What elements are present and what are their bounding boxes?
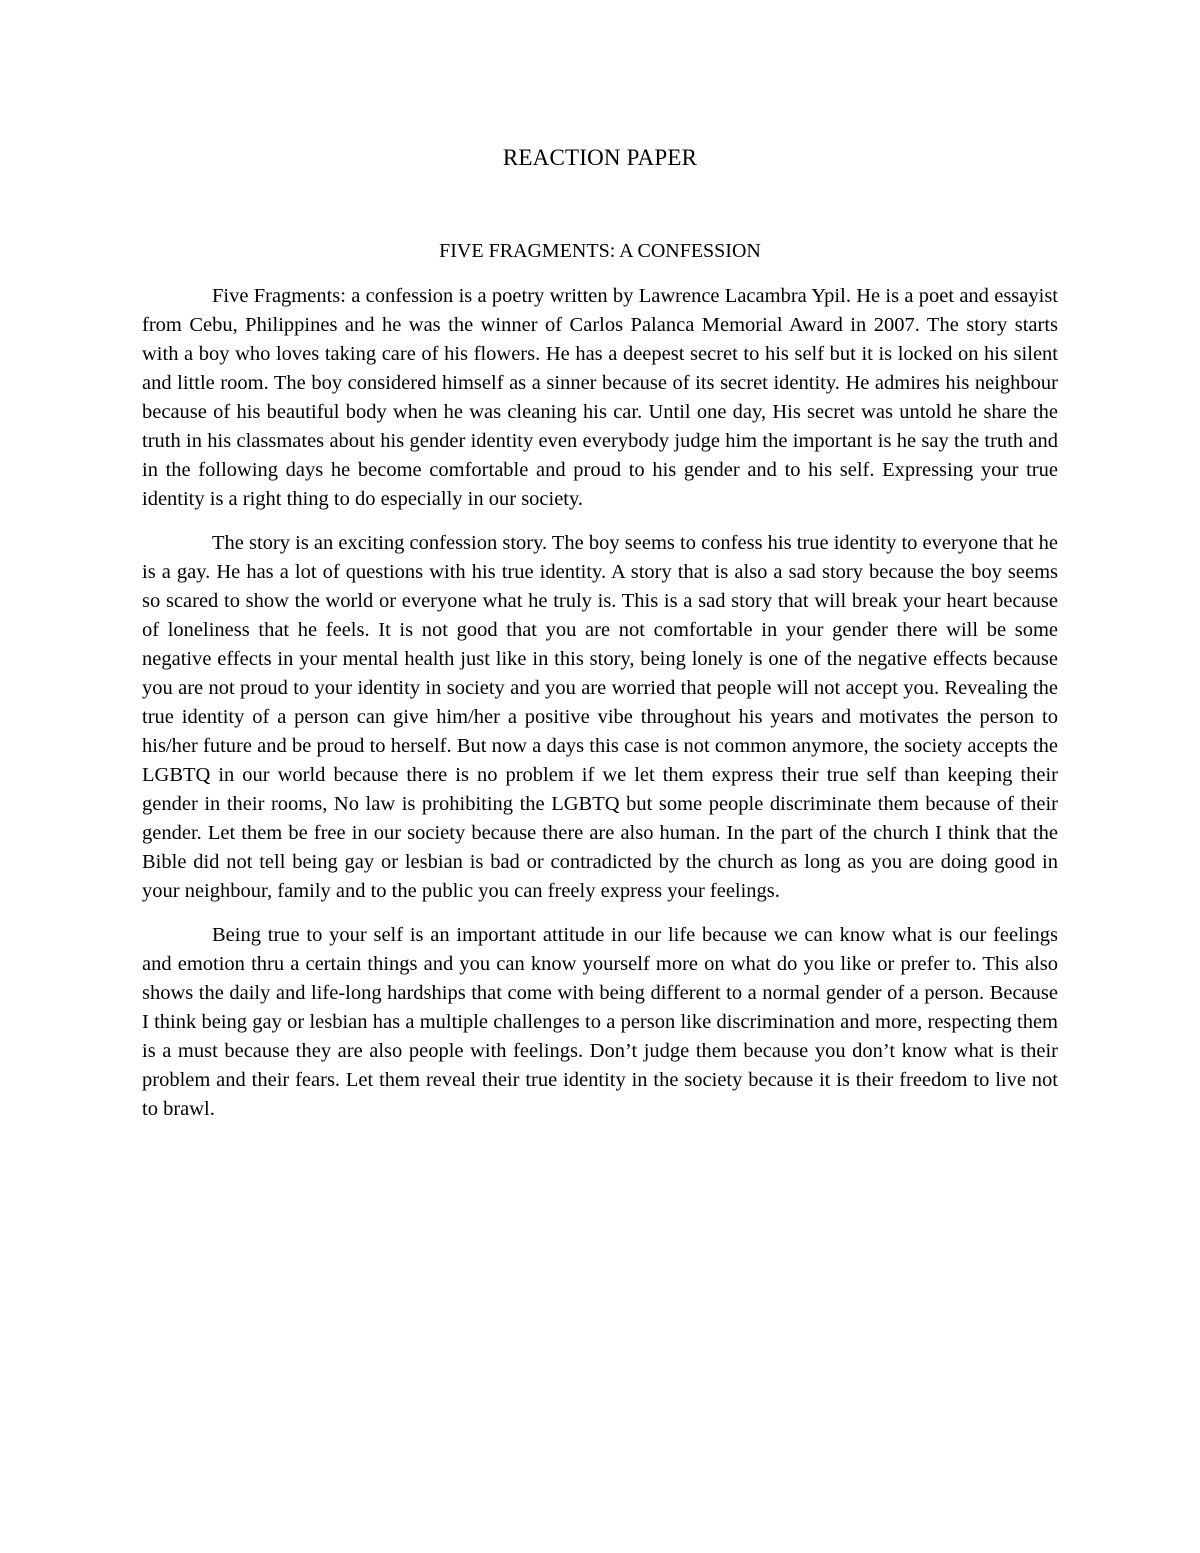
paragraph-3: Being true to your self is an important attitude in our life because we can know what is our feelings and emotion thru a certain things and you can know yourself more on what do you like or prefer to. This also shows the daily and life-long hardships that come with being different to a normal gender of a person. Because I think being gay or lesbian has a multiple challenges to a person like discrimination and more, respecting them is a must because they are also people with feelings. Don’t judge them because you don’t know what is their problem and their fears. Let them reveal their true identity in the society because it is their freedom to live not to brawl.	[142, 924, 1058, 1120]
paragraph-1: Five Fragments: a confession is a poetry written by Lawrence Lacambra Ypil. He is a poet and essayist from Cebu, Philippines and he was the winner of Carlos Palanca Memorial Award in 2007. The story starts with a boy who loves taking care of his flowers. He has a deepest secret to his self but it is locked on his silent and little room. The boy considered himself as a sinner because of its secret identity. He admires his neighbour because of his beautiful body when he was cleaning his car. Until one day, His secret was untold he share the truth in his classmates about his gender identity even everybody judge him the important is he say the truth and in the following days he become comfortable and proud to his gender and to his self. Expressing your true identity is a right thing to do especially in our society.	[142, 285, 1058, 510]
document-title: REACTION PAPER	[502, 145, 698, 170]
document-subtitle: FIVE FRAGMENTS: A CONFESSION	[439, 240, 761, 262]
paragraph-2: The story is an exciting confession story. The boy seems to confess his true identity to everyone that he is a gay. He has a lot of questions with his true identity. A story that is also a sad story because the boy seems so scared to show the world or everyone what he truly is. This is a sad story that will break your heart because of loneliness that he feels. It is not good that you are not comfortable in your gender there will be some negative effects in your mental health just like in this story, being lonely is one of the negative effects because you are not proud to your identity in society and you are worried that people will not accept you. Revealing the true identity of a person can give him/her a positive vibe throughout his years and motivates the person to his/her future and be proud to herself. But now a days this case is not common anymore, the society accepts the LGBTQ in our world because there is no problem if we let them express their true self than keeping their gender in their rooms, No law is prohibiting the LGBTQ but some people discriminate them because of their gender. Let them be free in our society because there are also human. In the part of the church I think that the Bible did not tell being gay or lesbian is bad or contradicted by the church as long as you are doing good in your neighbour, family and to the public you can freely express your feelings.	[142, 532, 1059, 902]
document-body	[142, 282, 1058, 1139]
